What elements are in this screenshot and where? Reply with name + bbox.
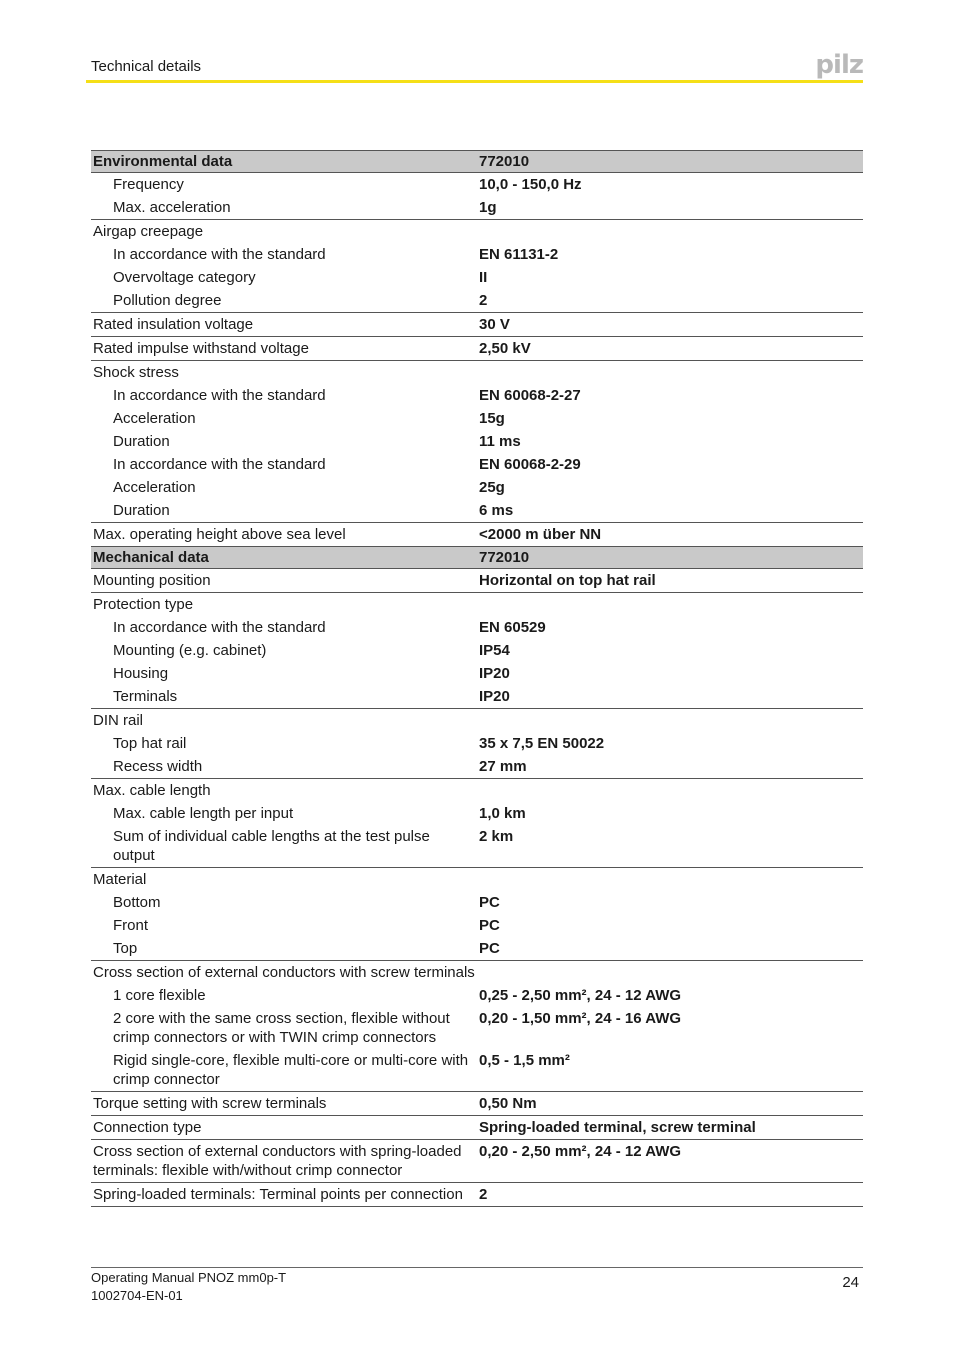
section-product-number: 772010 xyxy=(477,547,863,569)
parameter-value: 2 xyxy=(477,289,863,313)
parameter-value: 0,5 - 1,5 mm² xyxy=(477,1049,863,1092)
parameter-value: 15g xyxy=(479,410,505,427)
parameter-label: 2 core with the same cross section, flexible without crimp connectors or with TWIN crimp connectors xyxy=(113,1010,450,1046)
table-row xyxy=(91,337,863,361)
page-number: 24 xyxy=(842,1274,859,1291)
table-row xyxy=(91,825,863,868)
table-row xyxy=(91,961,863,985)
table-row xyxy=(91,1116,863,1140)
parameter-value: EN 61131-2 xyxy=(479,246,559,263)
table-row xyxy=(91,802,863,825)
parameter-label: Shock stress xyxy=(93,364,179,381)
table-row xyxy=(91,569,863,593)
parameter-value: 0,50 Nm xyxy=(477,1092,863,1116)
parameter-value: Spring-loaded terminal, screw terminal xyxy=(477,1116,863,1140)
table-row xyxy=(91,173,863,197)
parameter-value xyxy=(477,593,863,617)
table-row xyxy=(91,361,863,385)
table-row xyxy=(91,937,863,961)
parameter-value xyxy=(477,709,863,733)
parameter-label: 1 core flexible xyxy=(113,987,206,1004)
table-row xyxy=(91,430,863,453)
parameter-value: 27 mm xyxy=(477,755,863,779)
table-row xyxy=(91,593,863,617)
parameter-label: Duration xyxy=(91,499,477,523)
parameter-label: Connection type xyxy=(91,1116,477,1140)
parameter-value: EN 60529 xyxy=(479,619,546,636)
parameter-value: IP20 xyxy=(479,665,510,682)
parameter-label: Terminals xyxy=(91,685,477,709)
parameter-label: In accordance with the standard xyxy=(113,246,326,263)
parameter-value: 30 V xyxy=(477,313,863,337)
parameter-label: Front xyxy=(113,917,149,934)
section-header-row xyxy=(91,151,863,173)
table-row xyxy=(91,453,863,476)
parameter-label: Rated impulse withstand voltage xyxy=(91,337,477,361)
parameter-value xyxy=(477,361,863,385)
parameter-value: 6 ms xyxy=(477,499,863,523)
parameter-label: Max. acceleration xyxy=(91,196,477,220)
table-row xyxy=(91,1092,863,1116)
table-row xyxy=(91,891,863,914)
parameter-label: In accordance with the standard xyxy=(113,387,326,404)
table-row xyxy=(91,662,863,685)
parameter-value: 0,20 - 1,50 mm², 24 - 16 AWG xyxy=(479,1010,682,1027)
parameter-label: Rated insulation voltage xyxy=(91,313,477,337)
table-row xyxy=(91,914,863,937)
parameter-value: PC xyxy=(479,917,500,934)
parameter-value xyxy=(477,779,863,803)
parameter-label: Rigid single-core, flexible multi-core or multi-core with crimp connector xyxy=(91,1049,477,1092)
table-row xyxy=(91,868,863,892)
parameter-value: <2000 m über NN xyxy=(477,523,863,547)
table-row xyxy=(91,313,863,337)
parameter-label: Pollution degree xyxy=(91,289,477,313)
table-row xyxy=(91,499,863,523)
parameter-label: Mounting position xyxy=(91,569,477,593)
parameter-label: Max. cable length xyxy=(93,782,211,799)
table-row xyxy=(91,639,863,662)
section-title: Technical details xyxy=(91,58,202,75)
parameter-value: EN 60068-2-27 xyxy=(479,387,581,404)
parameter-value: 1,0 km xyxy=(479,805,526,822)
table-row xyxy=(91,476,863,499)
table-row xyxy=(91,243,863,266)
parameter-value: 10,0 - 150,0 Hz xyxy=(479,176,582,193)
parameter-value: 35 x 7,5 EN 50022 xyxy=(479,735,605,752)
parameter-label: Spring-loaded terminals: Terminal points per connection xyxy=(91,1183,477,1207)
parameter-label: Material xyxy=(93,871,147,888)
parameter-value: 2 xyxy=(477,1183,863,1207)
parameter-value xyxy=(477,868,863,892)
table-row xyxy=(91,1183,863,1207)
parameter-value: IP54 xyxy=(479,642,510,659)
parameter-label: Acceleration xyxy=(113,479,196,496)
manual-title: Operating Manual PNOZ mm0p-T xyxy=(91,1270,287,1285)
parameter-label: Airgap creepage xyxy=(93,223,204,240)
parameter-label: Max. cable length per input xyxy=(113,805,294,822)
parameter-label: Max. operating height above sea level xyxy=(91,523,477,547)
footer-info xyxy=(91,1269,286,1305)
pilz-logo: pilz xyxy=(815,50,863,80)
table-row xyxy=(91,407,863,430)
table-row xyxy=(91,266,863,289)
parameter-label: Top hat rail xyxy=(113,735,187,752)
parameter-label: Torque setting with screw terminals xyxy=(91,1092,477,1116)
document-number: 1002704-EN-01 xyxy=(91,1288,183,1303)
parameter-value: Horizontal on top hat rail xyxy=(477,569,863,593)
parameter-label: Cross section of external conductors with spring-loaded terminals: flexible with/without crimp connector xyxy=(91,1140,477,1183)
parameter-label: Housing xyxy=(113,665,169,682)
table-row xyxy=(91,1007,863,1049)
section-product-number: 772010 xyxy=(477,151,863,173)
table-row xyxy=(91,523,863,547)
parameter-label: DIN rail xyxy=(93,712,144,729)
table-row xyxy=(91,616,863,639)
parameter-value: PC xyxy=(479,894,500,911)
table-row xyxy=(91,1049,863,1092)
table-row xyxy=(91,220,863,244)
parameter-value: IP20 xyxy=(477,685,863,709)
parameter-value: PC xyxy=(477,937,863,961)
parameter-value: II xyxy=(479,269,488,286)
technical-data-table xyxy=(91,150,863,1207)
table-row xyxy=(91,984,863,1007)
footer-divider xyxy=(91,1267,863,1268)
parameter-label: Acceleration xyxy=(113,410,196,427)
parameter-label: Bottom xyxy=(113,894,161,911)
table-row xyxy=(91,732,863,755)
table-row xyxy=(91,779,863,803)
table-row xyxy=(91,289,863,313)
parameter-label: Frequency xyxy=(113,176,184,193)
parameter-value: 2 km xyxy=(477,825,863,868)
parameter-value: 2,50 kV xyxy=(477,337,863,361)
table-row xyxy=(91,685,863,709)
parameter-label: Top xyxy=(91,937,477,961)
parameter-value: 25g xyxy=(479,479,505,496)
section-header-row xyxy=(91,547,863,569)
table-row xyxy=(91,709,863,733)
parameter-label: In accordance with the standard xyxy=(113,456,326,473)
section-title-cell: Mechanical data xyxy=(91,547,477,569)
section-title-cell: Environmental data xyxy=(91,151,477,173)
parameter-label: Cross section of external conductors with screw terminals xyxy=(93,964,475,981)
table-row xyxy=(91,384,863,407)
parameter-value xyxy=(477,961,863,985)
table-row xyxy=(91,755,863,779)
parameter-value: 0,25 - 2,50 mm², 24 - 12 AWG xyxy=(479,987,682,1004)
parameter-label: Sum of individual cable lengths at the test pulse output xyxy=(91,825,477,868)
page-header xyxy=(91,50,863,82)
parameter-label: Mounting (e.g. cabinet) xyxy=(113,642,267,659)
parameter-label: In accordance with the standard xyxy=(113,619,326,636)
table-row xyxy=(91,1140,863,1183)
parameter-value xyxy=(477,220,863,244)
technical-data-body xyxy=(91,151,863,1207)
parameter-label: Protection type xyxy=(93,596,194,613)
parameter-label: Overvoltage category xyxy=(113,269,256,286)
header-divider xyxy=(86,80,863,83)
parameter-label: Duration xyxy=(113,433,170,450)
parameter-value: 0,20 - 2,50 mm², 24 - 12 AWG xyxy=(477,1140,863,1183)
parameter-label: Recess width xyxy=(91,755,477,779)
parameter-value: 11 ms xyxy=(479,433,521,450)
parameter-value: 1g xyxy=(477,196,863,220)
table-row xyxy=(91,196,863,220)
parameter-value: EN 60068-2-29 xyxy=(479,456,581,473)
